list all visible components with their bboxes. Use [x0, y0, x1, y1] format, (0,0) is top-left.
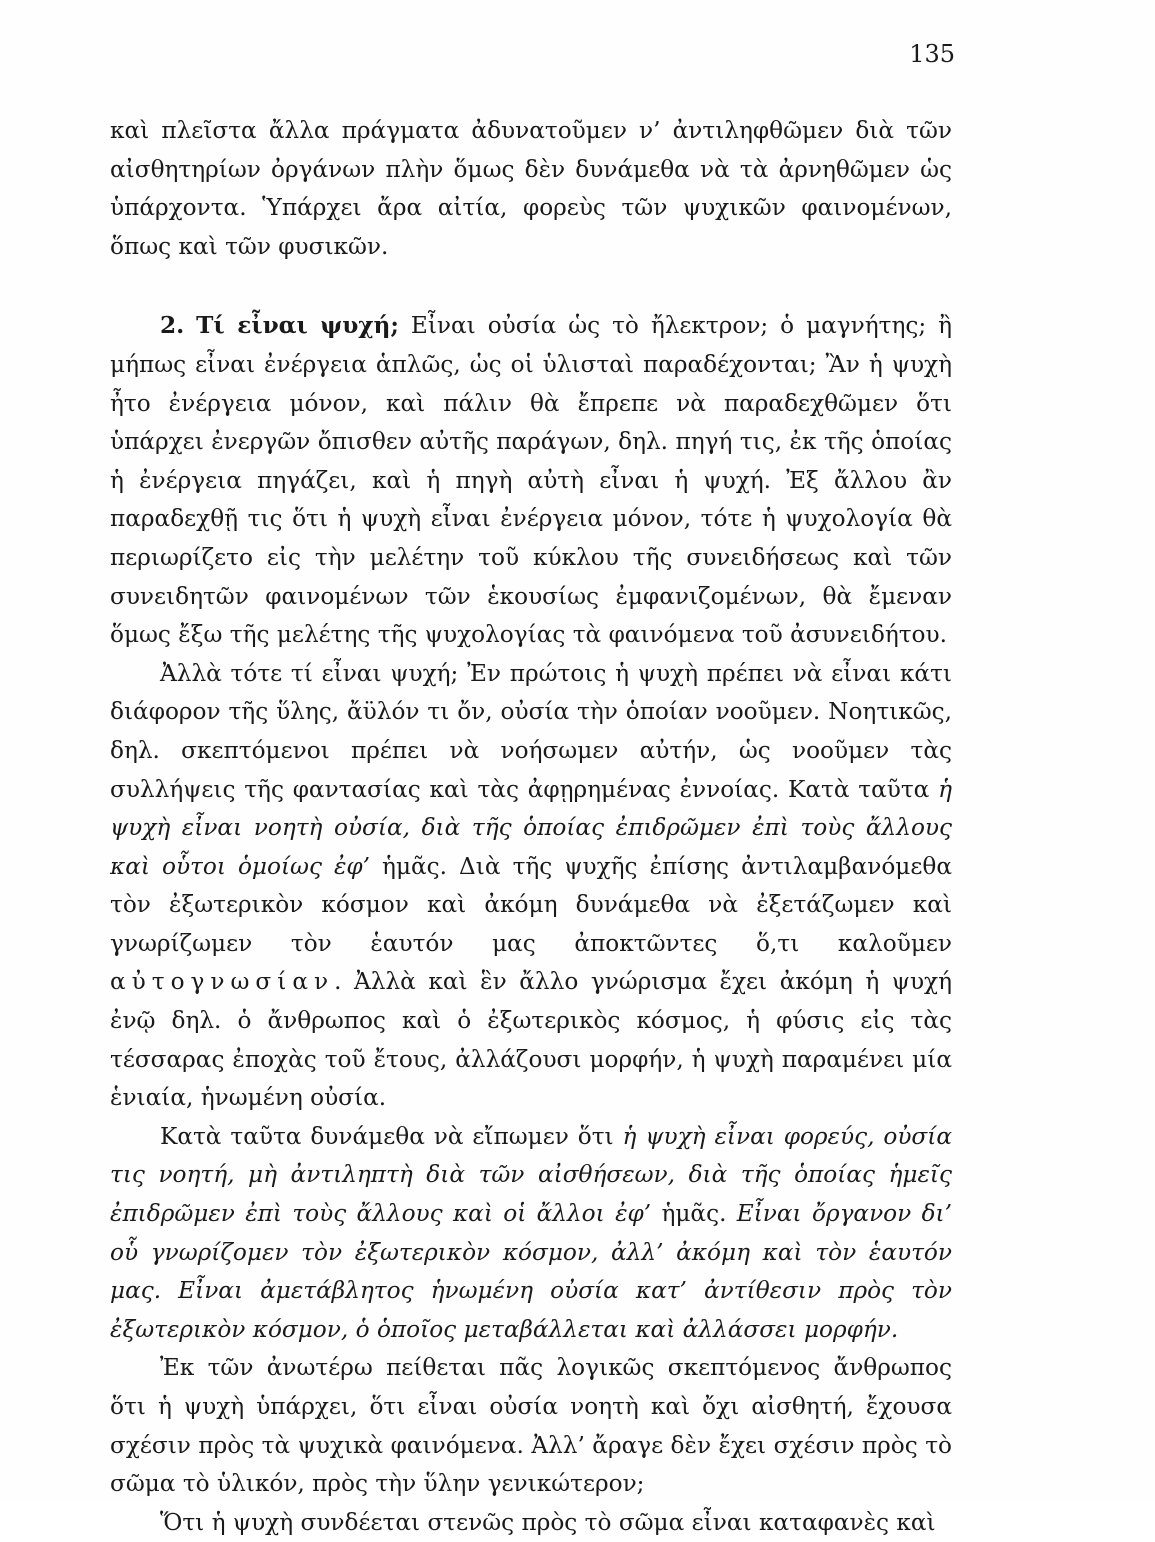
- section-gap: [110, 266, 952, 307]
- paragraph-3-text-b: ἡμᾶς. Διὰ τῆς ψυχῆς ἐπίσης ἀντιλαμβανόμεθα τὸν ἐξωτερικὸν κόσμον καὶ ἀκόμη δυνάμεθα νὰ ἐξετάζωμεν καὶ γνωρίζωμεν τὸν ἑαυτόν μας ἀποκτῶντες ὅ,τι καλοῦμεν: [110, 852, 952, 957]
- section-heading: Τί εἶναι ψυχή;: [196, 312, 399, 340]
- paragraph-3-text-a: Ἀλλὰ τότε τί εἶναι ψυχή; Ἐν πρώτοις ἡ ψυχὴ πρέπει νὰ εἶναι κάτι διάφορον τῆς ὕλης, ἄϋλόν τι ὄν, οὐσία τὴν ὁποίαν νοοῦμεν. Νοητικῶς, δηλ. σκεπτόμενοι πρέπει νὰ νοήσωμεν αὐτήν, ὡς νοοῦμεν τὰς συλλήψεις τῆς φαντασίας καὶ τὰς ἀφῃρημένας ἐννοίας. Κατὰ ταῦτα: [110, 659, 952, 803]
- paragraph-4-emphasis-a: ἡ ψυχὴ εἶναι φορεύς, οὐσία τις νοητή, μὴ ἀντιληπτὴ διὰ τῶν αἰσθήσεων, διὰ τῆς ὁποίας ἡμεῖς ἐπιδρῶμεν ἐπὶ τοὺς ἄλλους καὶ οἱ ἄλλοι ἐφ’: [110, 1122, 952, 1228]
- paragraph-6: Ὅτι ἡ ψυχὴ συνδέεται στενῶς πρὸς τὸ σῶμα εἶναι καταφανὲς καὶ: [160, 1508, 936, 1536]
- paragraph-4-text-b: ἡμᾶς.: [651, 1200, 737, 1228]
- paragraph-3: [110, 655, 952, 1118]
- section-number: 2.: [160, 312, 185, 340]
- body-text: [110, 112, 952, 1542]
- page-number: 135: [909, 40, 955, 68]
- paragraph-2-text: Εἶναι οὐσία ὡς τὸ ἤλεκτρον; ὁ μαγνήτης; ἢ μήπως εἶναι ἐνέργεια ἁπλῶς, ὡς οἱ ὑλισταὶ παραδέχονται; Ἂν ἡ ψυχὴ ἦτο ἐνέργεια μόνον, καὶ πάλιν θὰ ἔπρεπε νὰ παραδεχθῶμεν ὅτι ὑπάρχει ἐνεργῶν ὄπισθεν αὐτῆς παράγων, δηλ. πηγή τις, ἐκ τῆς ὁποίας ἡ ἐνέργεια πηγάζει, καὶ ἡ πηγὴ αὐτὴ εἶναι ἡ ψυχή. Ἐξ ἄλλου ἂν παραδεχθῇ τις ὅτι ἡ ψυχὴ εἶναι ἐνέργεια μόνον, τότε ἡ ψυχολογία θὰ περιωρίζετο εἰς τὴν μελέτην τοῦ κύκλου τῆς συνειδήσεως καὶ τῶν συνειδητῶν φαινομένων τῶν ἑκουσίως ἐμφανιζομένων, θὰ ἔμεναν ὅμως ἔξω τῆς μελέτης τῆς ψυχολογίας τὰ φαινόμενα τοῦ ἀσυνειδήτου.: [110, 312, 952, 649]
- spaced-term: αὐτογνωσίαν: [110, 968, 335, 996]
- paragraph-1: καὶ πλεῖστα ἄλλα πράγματα ἀδυνατοῦμεν ν’ ἀντιληφθῶμεν διὰ τῶν αἰσθητηρίων ὀργάνων πλὴν ὅμως δὲν δυνάμεθα νὰ τὰ ἀρνηθῶμεν ὡς ὑπάρχοντα. Ὑπάρχει ἄρα αἰτία, φορεὺς τῶν ψυχικῶν φαινομένων, ὅπως καὶ τῶν φυσικῶν.: [110, 117, 952, 260]
- paragraph-4-emphasis-b: Εἶναι ὄργανον δι’ οὗ γνωρίζομεν τὸν ἐξωτερικὸν κόσμον, ἀλλ’ ἀκόμη καὶ τὸν ἑαυτόν μας. Εἶναι ἀμετάβλητος ἡνωμένη οὐσία κατ’ ἀντίθεσιν πρὸς τὸν ἐξωτερικὸν κόσμον, ὁ ὁποῖος μεταβάλλεται καὶ ἀλλάσσει μορφήν.: [110, 1200, 952, 1343]
- paragraph-4-text-a: Κατὰ ταῦτα δυνάμεθα νὰ εἴπωμεν ὅτι: [160, 1122, 623, 1150]
- paragraph-4: [110, 1118, 952, 1350]
- paragraph-2: [110, 307, 952, 654]
- paragraph-3-emphasis: ἡ ψυχὴ εἶναι νοητὴ οὐσία, διὰ τῆς ὁποίας ἐπιδρῶμεν ἐπὶ τοὺς ἄλλους καὶ οὗτοι ὁμοίως ἐφ’: [110, 775, 952, 880]
- paragraph-3-text-c: . Ἀλλὰ καὶ ἓν ἄλλο γνώρισμα ἔχει ἀκόμη ἡ ψυχή ἐνῷ δηλ. ὁ ἄνθρωπος καὶ ὁ ἐξωτερικὸς κόσμος, ἡ φύσις εἰς τὰς τέσσαρας ἐποχὰς τοῦ ἔτους, ἀλλάζουσι μορφήν, ἡ ψυχὴ παραμένει μία ἑνιαία, ἡνωμένη οὐσία.: [110, 968, 952, 1112]
- paragraph-5: Ἐκ τῶν ἀνωτέρω πείθεται πᾶς λογικῶς σκεπτόμενος ἄνθρωπος ὅτι ἡ ψυχὴ ὑπάρχει, ὅτι εἶναι οὐσία νοητὴ καὶ ὄχι αἰσθητή, ἔχουσα σχέσιν πρὸς τὰ ψυχικὰ φαινόμενα. Ἀλλ’ ἄραγε δὲν ἔχει σχέσιν πρὸς τὸ σῶμα τὸ ὑλικόν, πρὸς τὴν ὕλην γενικώτερον;: [110, 1354, 952, 1498]
